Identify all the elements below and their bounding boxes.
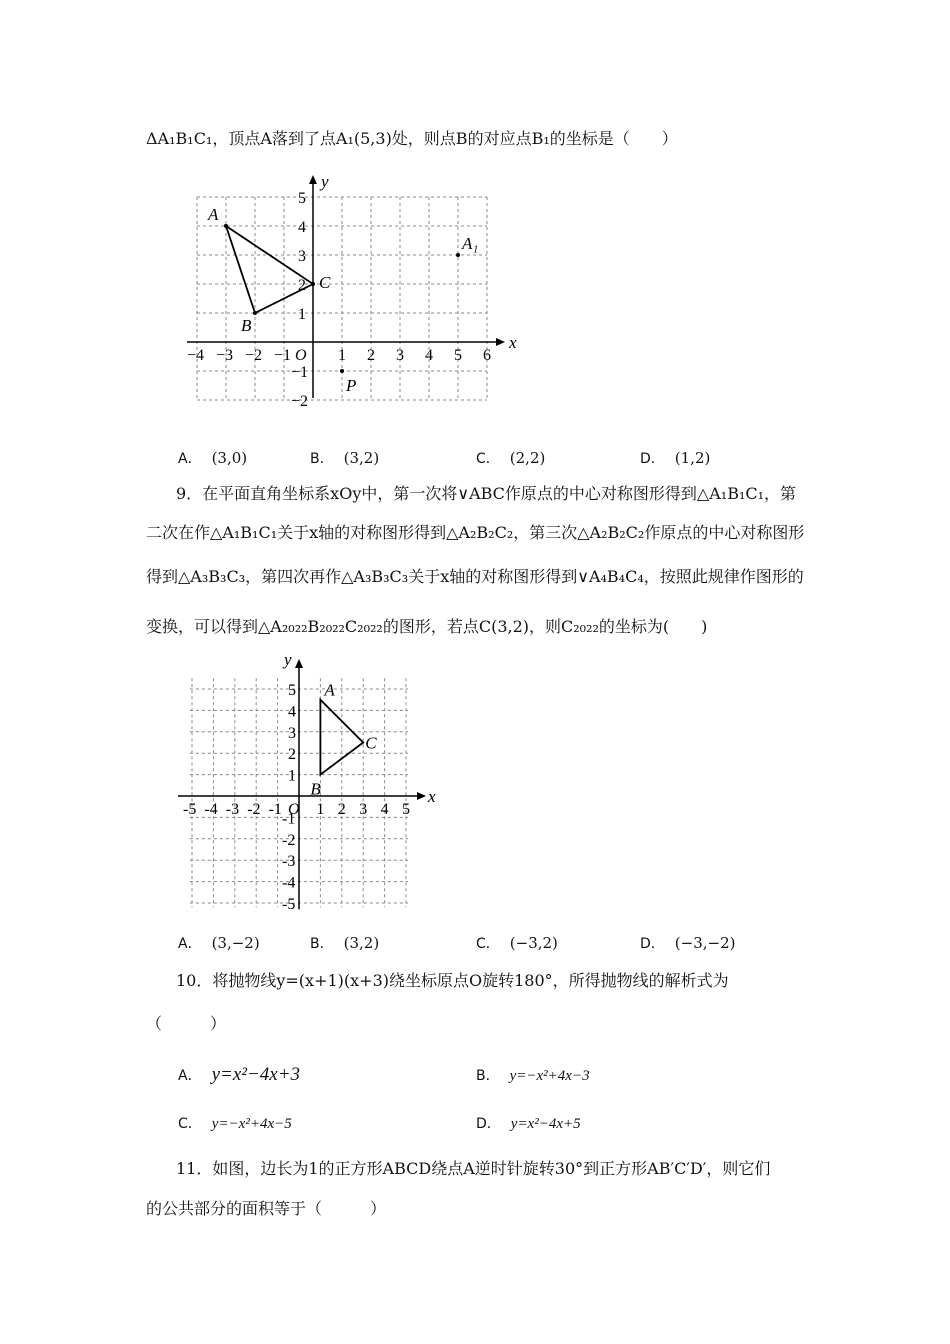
option-label: A．	[178, 451, 202, 467]
x-tick-label: −2	[245, 347, 263, 364]
q9-line-3: 得到△A₃B₃C₃，第四次再作△A₃B₃C₃关于x轴的对称图形得到∨A₄B₄C₄，按照此规律作图形的	[146, 567, 804, 586]
x-tick-label: 5	[402, 801, 410, 818]
x-tick-label: O	[295, 347, 307, 364]
q9-line-4: 变换，可以得到△A₂₀₂₂B₂₀₂₂C₂₀₂₂的图形，若点C(3,2)，则C₂₀₂₂的坐标为( )	[146, 617, 708, 636]
q9-option-c[interactable]	[476, 933, 558, 954]
point-label: A	[208, 205, 219, 224]
option-label: C．	[476, 936, 500, 952]
option-value: (3,−2)	[211, 934, 260, 952]
q8-stem: ΔA₁B₁C₁，顶点A落到了点A₁(5,3)处，则点B的对应点B₁的坐标是（ ）	[146, 129, 678, 148]
option-label: D．	[640, 451, 665, 467]
q10-option-c[interactable]	[178, 1113, 292, 1134]
point-label: C	[319, 273, 331, 292]
y-tick-label: 1	[298, 306, 306, 323]
q9-option-a[interactable]	[178, 933, 260, 954]
q11-line-1: 11．如图，边长为1的正方形ABCD绕点A逆时针旋转30°到正方形AB′C′D′，则它们	[176, 1159, 771, 1178]
y-tick-label: 5	[288, 682, 296, 699]
y-tick-label: 3	[288, 724, 296, 742]
q10-line-1: 10．将抛物线y=(x+1)(x+3)绕坐标原点O旋转180°，所得抛物线的解析式为	[176, 971, 729, 990]
option-value: (3,2)	[343, 934, 380, 952]
q10-line-2: （ ）	[146, 1014, 227, 1033]
x-axis-label: x	[509, 333, 517, 352]
x-tick-label: -3	[225, 801, 240, 818]
option-label: B．	[310, 451, 334, 467]
y-tick-label: 4	[288, 703, 296, 721]
x-tick-label: −1	[274, 347, 292, 364]
y-tick-label: −2	[291, 393, 309, 410]
x-tick-label: -1	[268, 801, 282, 818]
y-tick-label: -4	[282, 874, 296, 892]
q11-line-2: 的公共部分的面积等于（ ）	[146, 1199, 387, 1218]
option-value: y=x²−4x+3	[211, 1064, 301, 1085]
x-tick-label: 2	[337, 801, 346, 818]
option-label: A．	[178, 936, 202, 952]
x-tick-label: 3	[396, 347, 404, 364]
q9-line-1: 9．在平面直角坐标系xOy中，第一次将∨ABC作原点的中心对称图形得到△A₁B₁C₁，第	[176, 484, 797, 503]
y-tick-label: 5	[298, 190, 306, 207]
y-axis-label: y	[284, 650, 292, 669]
option-value: (−3,2)	[509, 934, 558, 952]
x-tick-label: O	[288, 801, 300, 818]
option-label: D．	[640, 936, 665, 952]
option-value: y=−x²+4x−3	[509, 1068, 590, 1084]
x-tick-label: 4	[380, 801, 389, 818]
point-label: C	[365, 733, 377, 753]
q9-line-2: 二次在作△A₁B₁C₁关于x轴的对称图形得到△A₂B₂C₂，第三次△A₂B₂C₂作原点的中心对称图形	[146, 523, 805, 542]
option-label: C．	[178, 1116, 202, 1132]
option-label: B．	[476, 1068, 500, 1084]
x-tick-label: 3	[359, 801, 368, 818]
option-value: y=x²−4x+5	[510, 1116, 581, 1132]
point-label: A₁	[462, 234, 479, 253]
option-label: D．	[476, 1116, 501, 1132]
option-label: B．	[310, 936, 334, 952]
y-tick-label: 4	[298, 219, 306, 236]
y-tick-label: -3	[282, 853, 296, 871]
point-label: A	[324, 680, 335, 700]
y-tick-label: −1	[291, 364, 309, 381]
y-axis-label: y	[321, 172, 329, 191]
x-tick-label: −3	[216, 347, 234, 364]
x-tick-label: 1	[316, 801, 325, 818]
x-tick-label: 1	[338, 347, 346, 364]
x-tick-label: 4	[425, 347, 433, 364]
q10-option-d[interactable]	[476, 1113, 581, 1134]
y-tick-label: -2	[282, 831, 296, 849]
y-tick-label: -1	[282, 810, 296, 828]
q9-option-d[interactable]	[640, 933, 735, 954]
option-value: (3,0)	[211, 449, 248, 467]
option-value: (3,2)	[343, 449, 380, 467]
y-tick-label: -5	[282, 896, 296, 913]
x-tick-label: −4	[187, 347, 205, 364]
y-tick-label: 1	[288, 767, 296, 785]
point-label: B	[310, 779, 321, 799]
x-axis-label: x	[428, 787, 436, 806]
q10-option-a[interactable]	[178, 1065, 300, 1086]
option-label: A．	[178, 1068, 202, 1084]
point-label: P	[346, 376, 357, 395]
x-tick-label: 6	[483, 347, 491, 364]
x-tick-label: 2	[367, 347, 375, 364]
option-value: (1,2)	[674, 449, 711, 467]
x-tick-label: 5	[454, 347, 462, 364]
option-value: (−3,−2)	[674, 934, 736, 952]
y-tick-label: 2	[298, 277, 306, 294]
y-tick-label: 2	[288, 746, 296, 764]
q10-option-b[interactable]	[476, 1065, 590, 1086]
x-tick-label: -4	[204, 801, 218, 818]
y-axis-arrow-icon	[295, 659, 303, 668]
option-value: y=−x²+4x−5	[211, 1116, 292, 1132]
x-tick-label: -2	[247, 801, 261, 818]
point-label: B	[241, 316, 252, 335]
option-value: (2,2)	[509, 449, 546, 467]
x-tick-label: -5	[183, 801, 197, 818]
q9-option-b[interactable]	[310, 933, 379, 954]
y-tick-label: 3	[298, 248, 306, 265]
option-label: C．	[476, 451, 500, 467]
x-axis-arrow-icon	[417, 792, 426, 800]
